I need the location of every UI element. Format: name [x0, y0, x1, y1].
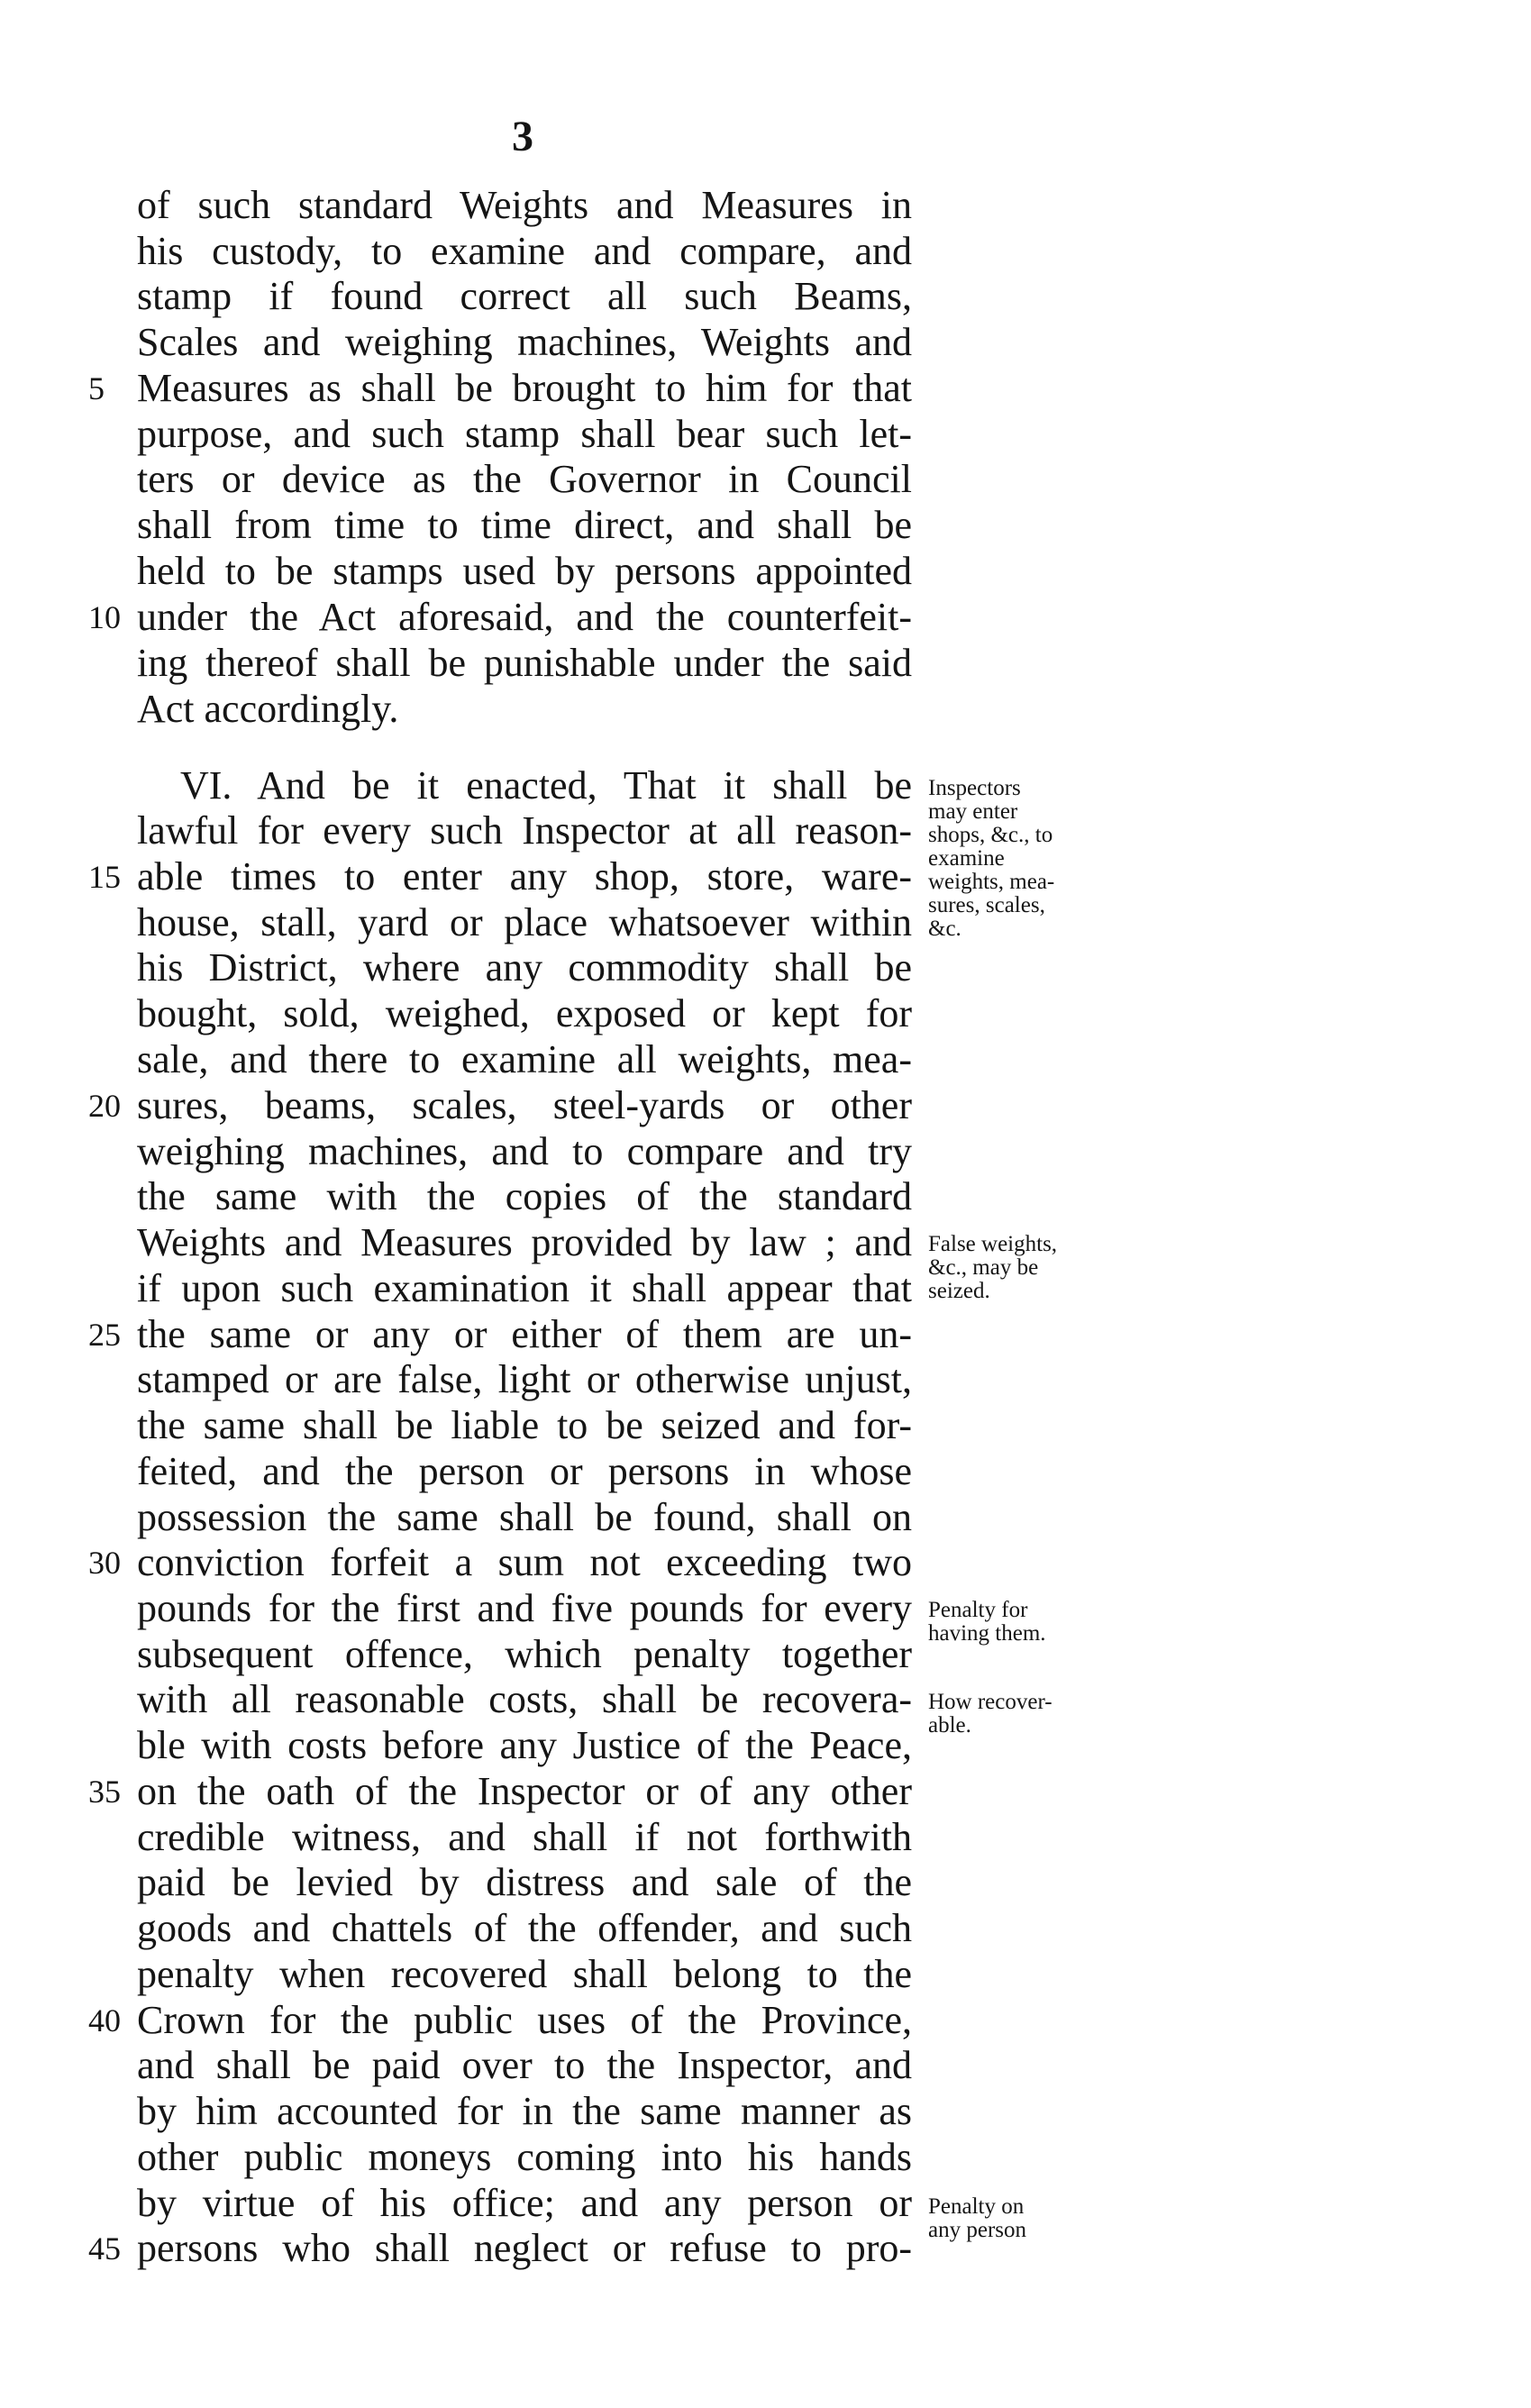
text-line-content: if upon such examination it shall appear that: [137, 1266, 912, 1310]
text-line-content: other public moneys coming into his hands: [137, 2135, 912, 2179]
text-line-content: with all reasonable costs, shall be recovera-: [137, 1677, 912, 1721]
text-line-content: sale, and there to examine all weights, mea-: [137, 1037, 912, 1081]
text-line-content: ing thereof shall be punishable under the said: [137, 641, 912, 685]
line-number: 5: [88, 370, 105, 406]
marginal-note-line: False weights,: [928, 1232, 1058, 1256]
line-number: 40: [88, 2002, 121, 2039]
marginal-note-line: &c., may be: [928, 1255, 1039, 1280]
marginal-note-line: &c.: [928, 917, 961, 941]
text-line-content: held to be stamps used by persons appointed: [137, 549, 912, 593]
marginal-note-line: weights, mea-: [928, 870, 1055, 894]
text-line-content: possession the same shall be found, shall on: [137, 1495, 912, 1539]
line-number: 10: [88, 599, 121, 635]
text-line-content: credible witness, and shall if not forthwith: [137, 1815, 912, 1859]
text-line-content: purpose, and such stamp shall bear such let-: [137, 412, 912, 456]
text-line-content: by him accounted for in the same manner as: [137, 2089, 912, 2133]
text-line-content: paid be levied by distress and sale of the: [137, 1860, 912, 1904]
text-line-content: lawful for every such Inspector at all reason-: [137, 808, 912, 853]
text-line-content: ble with costs before any Justice of the Peace,: [137, 1723, 912, 1767]
text-line-content: under the Act aforesaid, and the counterfeit-: [137, 595, 912, 639]
text-line-content: and shall be paid over to the Inspector, and: [137, 2043, 912, 2087]
marginal-note-line: any person: [928, 2218, 1026, 2242]
line-number: 20: [88, 1088, 121, 1124]
text-line-content: penalty when recovered shall belong to the: [137, 1952, 912, 1996]
text-line-content: conviction forfeit a sum not exceeding two: [137, 1540, 912, 1584]
text-line-content: persons who shall neglect or refuse to pro-: [137, 2226, 912, 2270]
text-line: [137, 682, 912, 736]
line-number: 30: [88, 1545, 121, 1581]
marginal-note-line: having them.: [928, 1621, 1046, 1646]
text-line-content: bought, sold, weighed, exposed or kept for: [137, 991, 912, 1035]
text-line-content: Weights and Measures provided by law ; and: [137, 1220, 912, 1264]
text-line-content: the same with the copies of the standard: [137, 1174, 912, 1218]
marginal-note-line: How recover-: [928, 1690, 1053, 1714]
marginal-note-line: Penalty for: [928, 1598, 1028, 1622]
text-line-content: pounds for the first and five pounds for every: [137, 1586, 912, 1630]
text-line-content: weighing machines, and to compare and try: [137, 1129, 912, 1173]
marginal-note-line: Inspectors: [928, 776, 1021, 800]
marginal-note-line: able.: [928, 1713, 971, 1738]
text-line-content: Measures as shall be brought to him for that: [137, 366, 912, 410]
text-line-content: on the oath of the Inspector or of any other: [137, 1769, 912, 1813]
text-line-content: house, stall, yard or place whatsoever within: [137, 900, 912, 944]
line-number: 15: [88, 859, 121, 895]
text-line-content: goods and chattels of the offender, and such: [137, 1906, 912, 1950]
marginal-note: [928, 777, 1117, 941]
text-line-content: stamp if found correct all such Beams,: [137, 274, 912, 318]
text-line-content: his custody, to examine and compare, and: [137, 229, 912, 273]
text-line-content: able times to enter any shop, store, ware-: [137, 854, 912, 898]
text-line-content: his District, where any commodity shall be: [137, 945, 912, 990]
line-number: 45: [88, 2230, 121, 2267]
marginal-note: [928, 1233, 1117, 1303]
marginal-note-line: may enter: [928, 799, 1018, 824]
text-line-content: stamped or are false, light or otherwise unjust,: [137, 1357, 912, 1401]
marginal-note: [928, 1691, 1117, 1738]
text-line-content: by virtue of his office; and any person or: [137, 2181, 912, 2225]
text-line-content: shall from time to time direct, and shall be: [137, 503, 912, 547]
marginal-note-line: examine: [928, 846, 1005, 871]
marginal-note: [928, 2195, 1117, 2242]
marginal-note-line: seized.: [928, 1279, 990, 1303]
marginal-note: [928, 1599, 1117, 1646]
text-line-content: feited, and the person or persons in whose: [137, 1449, 912, 1493]
text-line-content: Crown for the public uses of the Province,: [137, 1998, 912, 2042]
text-line-content: the same shall be liable to be seized and for-: [137, 1403, 912, 1447]
page-number: 3: [512, 113, 533, 160]
line-number: 25: [88, 1317, 121, 1353]
text-line-content: Act accordingly.: [137, 687, 399, 731]
marginal-note-line: shops, &c., to: [928, 823, 1053, 847]
text-line-content: VI. And be it enacted, That it shall be: [180, 763, 912, 807]
line-number: 35: [88, 1774, 121, 1810]
text-line-content: Scales and weighing machines, Weights and: [137, 320, 912, 364]
marginal-note-line: Penalty on: [928, 2194, 1025, 2219]
text-line-content: ters or device as the Governor in Council: [137, 457, 912, 501]
text-line-content: subsequent offence, which penalty together: [137, 1632, 912, 1676]
marginal-note-line: sures, scales,: [928, 893, 1045, 917]
text-line-content: the same or any or either of them are un-: [137, 1312, 912, 1356]
text-line-content: sures, beams, scales, steel-yards or other: [137, 1083, 912, 1127]
text-line: [137, 2221, 912, 2276]
text-line-content: of such standard Weights and Measures in: [137, 183, 912, 227]
